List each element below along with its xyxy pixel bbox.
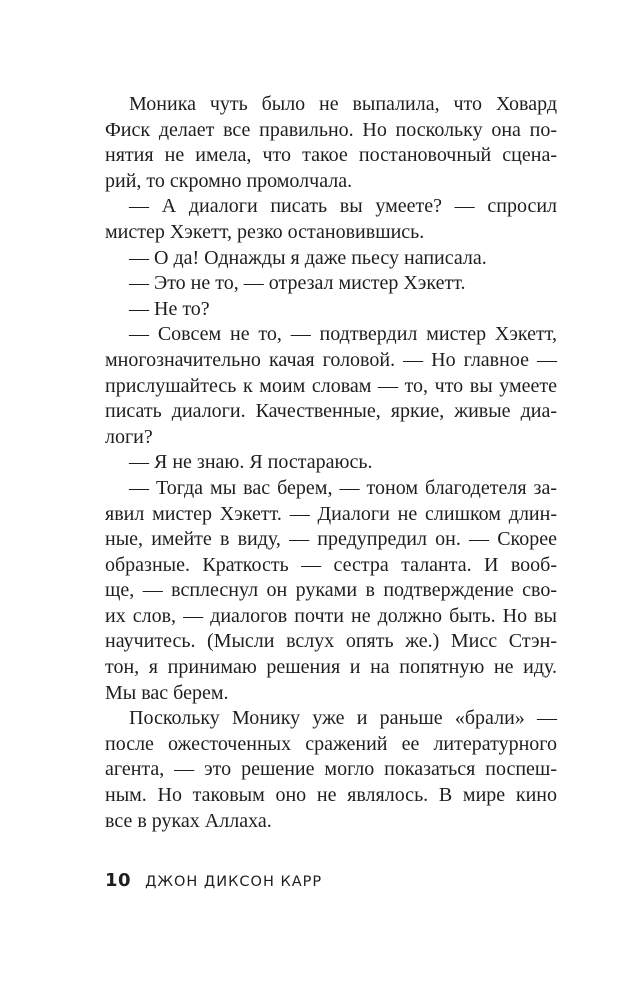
text-line: писать диалоги. Качественные, яркие, живые диа- [105,400,557,423]
text-line: агента, — это решение могло показаться поспеш- [105,758,557,781]
text-line: научитесь. (Мысли вслух опять же.) Мисс Стэн- [105,630,557,653]
text-line: — Совсем не то, — подтвердил мистер Хэкетт, [129,323,557,346]
page-footer [105,870,322,894]
text-line: логи? [105,425,153,448]
text-line: Фиск делает все правильно. Но поскольку она по- [105,118,557,141]
text-line: многозначительно качая головой. — Но главное — [105,348,557,371]
text-line: ще, — всплеснул он руками в подтверждение сво- [105,579,557,602]
text-line: Моника чуть было не выпалила, что Ховард [129,93,557,115]
text-line: Мы вас берем. [105,681,229,704]
text-line: нятия не имела, что такое постановочный сцена- [105,144,557,167]
text-line: после ожесточенных сражений ее литературного [105,732,557,755]
text-line: явил мистер Хэкетт. — Диалоги не слишком длин- [105,502,557,525]
text-line: все в руках Аллаха. [105,809,272,832]
body-text [105,92,557,834]
text-line: — Не то? [129,297,210,320]
text-line: ные, имейте в виду, — предупредил он. — Скорее [105,528,557,551]
text-line: прислушайтесь к моим словам — то, что вы умеете [105,374,557,397]
text-line: — Это не то, — отрезал мистер Хэкетт. [129,272,466,295]
page-number: 10 [105,870,132,891]
text-line: — Я не знаю. Я постараюсь. [129,451,373,474]
text-line: — Тогда мы вас берем, — тоном благодетеля за- [129,476,557,499]
text-line: рий, то скромно промолчала. [105,169,353,192]
text-line: их слов, — диалогов почти не должно быть. Но вы [105,604,557,627]
text-line: Поскольку Монику уже и раньше «брали» — [129,707,557,730]
text-line: — О да! Однажды я даже пьесу написала. [129,246,487,269]
text-line: ным. Но таковым оно не являлось. В мире кино [105,784,557,807]
text-line: образные. Краткость — сестра таланта. И вооб- [105,553,557,576]
text-line: мистер Хэкетт, резко остановившись. [105,220,425,243]
text-line: — А диалоги писать вы умеете? — спросил [129,195,557,218]
text-line: тон, я принимаю решения и на попятную не иду. [105,656,557,679]
running-head: ДЖОН ДИКСОН КАРР [145,874,323,890]
